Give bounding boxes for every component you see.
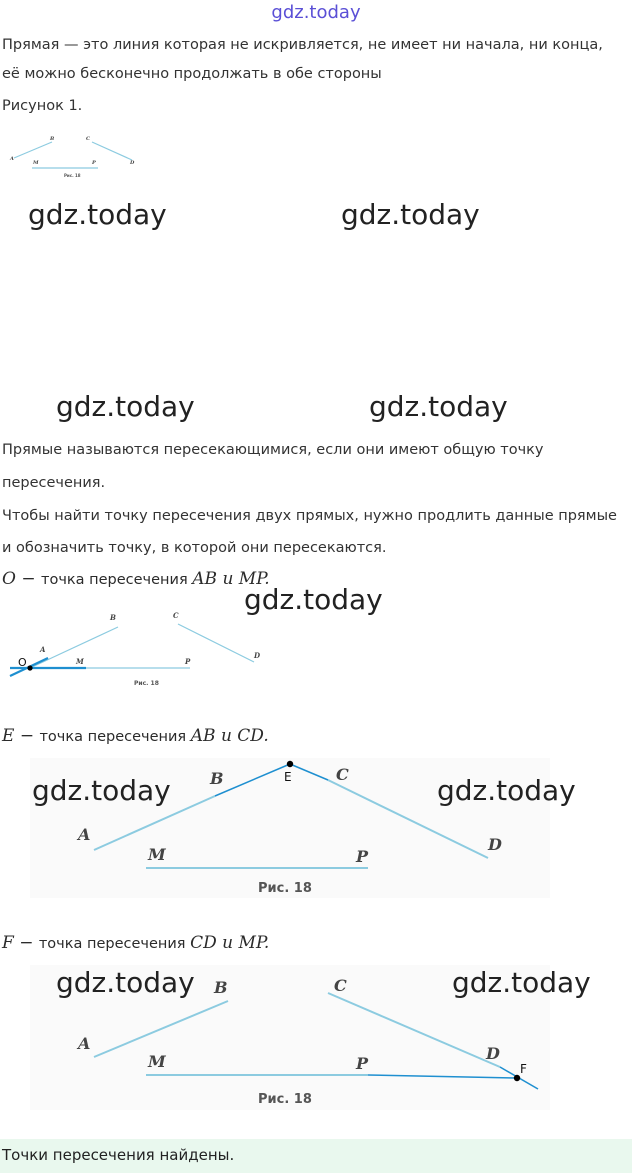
intro-line-2: её можно бесконечно продолжать в обе стороны [2,66,382,82]
figure-intersection-o [0,600,290,690]
watermark: gdz.today [369,390,508,423]
case-point: E [2,726,15,746]
case-lines: AB и MP. [192,569,270,589]
case-text: точка пересечения [39,729,191,745]
watermark: gdz.today [437,774,576,807]
figure-1-thumbnail [0,130,145,180]
case-dash: − [13,933,39,953]
watermark: gdz.today [56,966,195,999]
label-b: B [210,769,224,788]
watermark: gdz.today [32,774,171,807]
figure-caption: Рис. 18 [134,680,159,687]
label-a: A [78,825,91,844]
label-a: A [78,1034,91,1053]
label-m: M [148,845,166,864]
thumb-label-m: M [33,160,39,166]
label-b: B [214,978,228,997]
thumb-label-a: A [10,156,14,162]
label-p: P [185,657,191,666]
case-o-heading [2,569,270,589]
watermark: gdz.today [244,583,383,616]
label-c: C [336,765,349,784]
label-d: D [486,1044,500,1063]
figure-caption: Рис. 18 [258,1092,312,1107]
label-p: P [356,1054,369,1073]
label-c: C [173,611,179,620]
case-dash: − [15,569,41,589]
definition-line-1: Прямые называются пересекающимися, если они имеют общую точку [2,442,544,458]
thumb-label-b: B [50,136,55,142]
conclusion-box [0,1139,632,1173]
label-d: D [254,651,261,660]
watermark: gdz.today [452,966,591,999]
site-title[interactable]: gdz.today [271,2,361,23]
case-point: O [2,569,16,589]
case-e-heading [2,726,269,746]
figure-caption: Рис. 18 [258,881,312,896]
point-o-label: O [18,656,27,669]
label-d: D [488,835,502,854]
point-e-label: E [284,770,292,784]
definition-line-2: пересечения. [2,475,106,491]
label-p: P [356,847,369,866]
case-text: точка пересечения [38,936,191,952]
label-a: A [40,645,46,654]
case-point: F [2,933,14,953]
thumb-label-d: D [130,160,135,166]
label-c: C [334,976,347,995]
thumb-label-c: C [86,136,90,142]
conclusion-text: Точки пересечения найдены. [2,1146,235,1164]
figure-label: Рисунок 1. [2,98,83,114]
definition-line-3: Чтобы найти точку пересечения двух прямых, нужно продлить данные прямые [2,508,617,524]
label-m: M [148,1052,166,1071]
label-m: M [76,657,84,666]
point-f-label: F [520,1062,527,1076]
case-lines: CD и MP. [190,933,270,953]
watermark: gdz.today [56,390,195,423]
thumb-label-p: P [92,160,96,166]
label-b: B [110,613,116,622]
intro-line-1: Прямая — это линия которая не искривляется, не имеет ни начала, ни конца, [2,37,603,53]
case-text: точка пересечения [41,572,193,588]
case-dash: − [14,726,40,746]
case-f-heading [2,933,269,953]
watermark: gdz.today [28,198,167,231]
definition-line-4: и обозначить точку, в которой они пересекаются. [2,540,387,556]
thumb-caption: Рис. 18 [64,173,81,178]
case-lines: AB и CD. [190,726,269,746]
watermark: gdz.today [341,198,480,231]
